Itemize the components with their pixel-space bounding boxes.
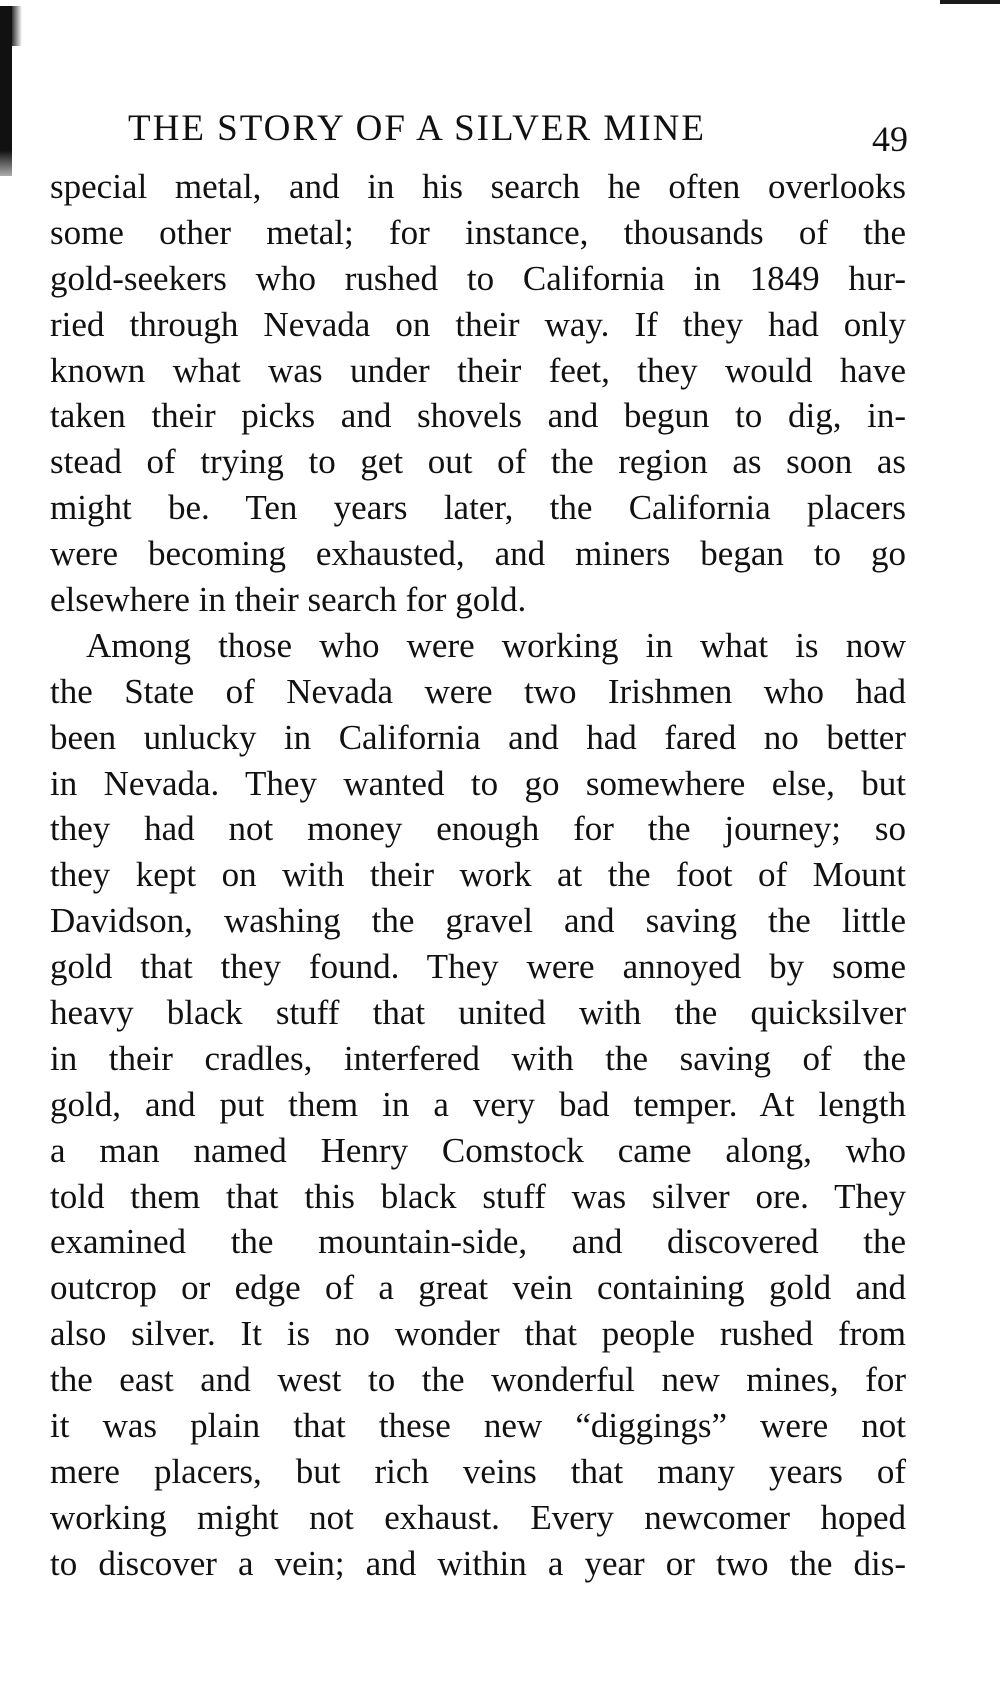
text-line: Among those who were working in what is now [86,625,906,665]
text-line: told them that this black stuff was silver ore. They [50,1176,906,1216]
text-line: they had not money enough for the journey; so [50,809,906,849]
page-number: 49 [872,119,908,159]
text-line: in their cradles, interfered with the saving of the [50,1038,906,1078]
text-line: Davidson, washing the gravel and saving the little [50,901,906,941]
text-line: gold-seekers who rushed to California in 1849 hur- [50,258,906,298]
text-line: mere placers, but rich veins that many years of [50,1451,906,1491]
paragraph-1 [50,164,906,623]
text-line: some other metal; for instance, thousands of the [50,212,906,252]
text-line: working might not exhaust. Every newcomer hoped [50,1497,906,1537]
text-line: they kept on with their work at the foot of Mount [50,855,906,895]
text-line: the east and west to the wonderful new mines, for [50,1360,906,1400]
text-line: heavy black stuff that united with the quicksilver [50,993,906,1033]
running-head [128,110,908,170]
text-line: it was plain that these new “diggings” were not [50,1406,906,1446]
body-text [50,164,906,1587]
text-line: stead of trying to get out of the region as soon as [50,442,906,482]
text-line: been unlucky in California and had fared no better [50,717,906,757]
text-line: to discover a vein; and within a year or two the dis- [50,1543,906,1583]
text-line: a man named Henry Comstock came along, who [50,1130,906,1170]
text-line: taken their picks and shovels and begun to dig, in- [50,396,906,436]
paragraph-2 [50,623,906,1587]
text-line: also silver. It is no wonder that people rushed from [50,1314,906,1354]
text-line: might be. Ten years later, the California placers [50,488,906,528]
running-head-title: THE STORY OF A SILVER MINE [128,108,706,149]
text-line: the State of Nevada were two Irishmen who had [50,671,906,711]
top-edge-rule [940,0,1000,4]
text-line: special metal, and in his search he often overlooks [50,167,906,206]
text-line: were becoming exhausted, and miners began to go [50,534,906,574]
text-line: outcrop or edge of a great vein containing gold and [50,1268,906,1308]
scan-edge-mark [0,6,12,176]
text-line: gold, and put them in a very bad temper. At length [50,1084,906,1124]
text-line: ried through Nevada on their way. If they had only [50,304,906,344]
text-line: in Nevada. They wanted to go somewhere else, but [50,763,906,803]
text-line: examined the mountain-side, and discovered the [50,1222,906,1262]
text-line: known what was under their feet, they would have [50,350,906,390]
text-line: gold that they found. They were annoyed by some [50,947,906,987]
text-line: elsewhere in their search for gold. [50,580,527,620]
